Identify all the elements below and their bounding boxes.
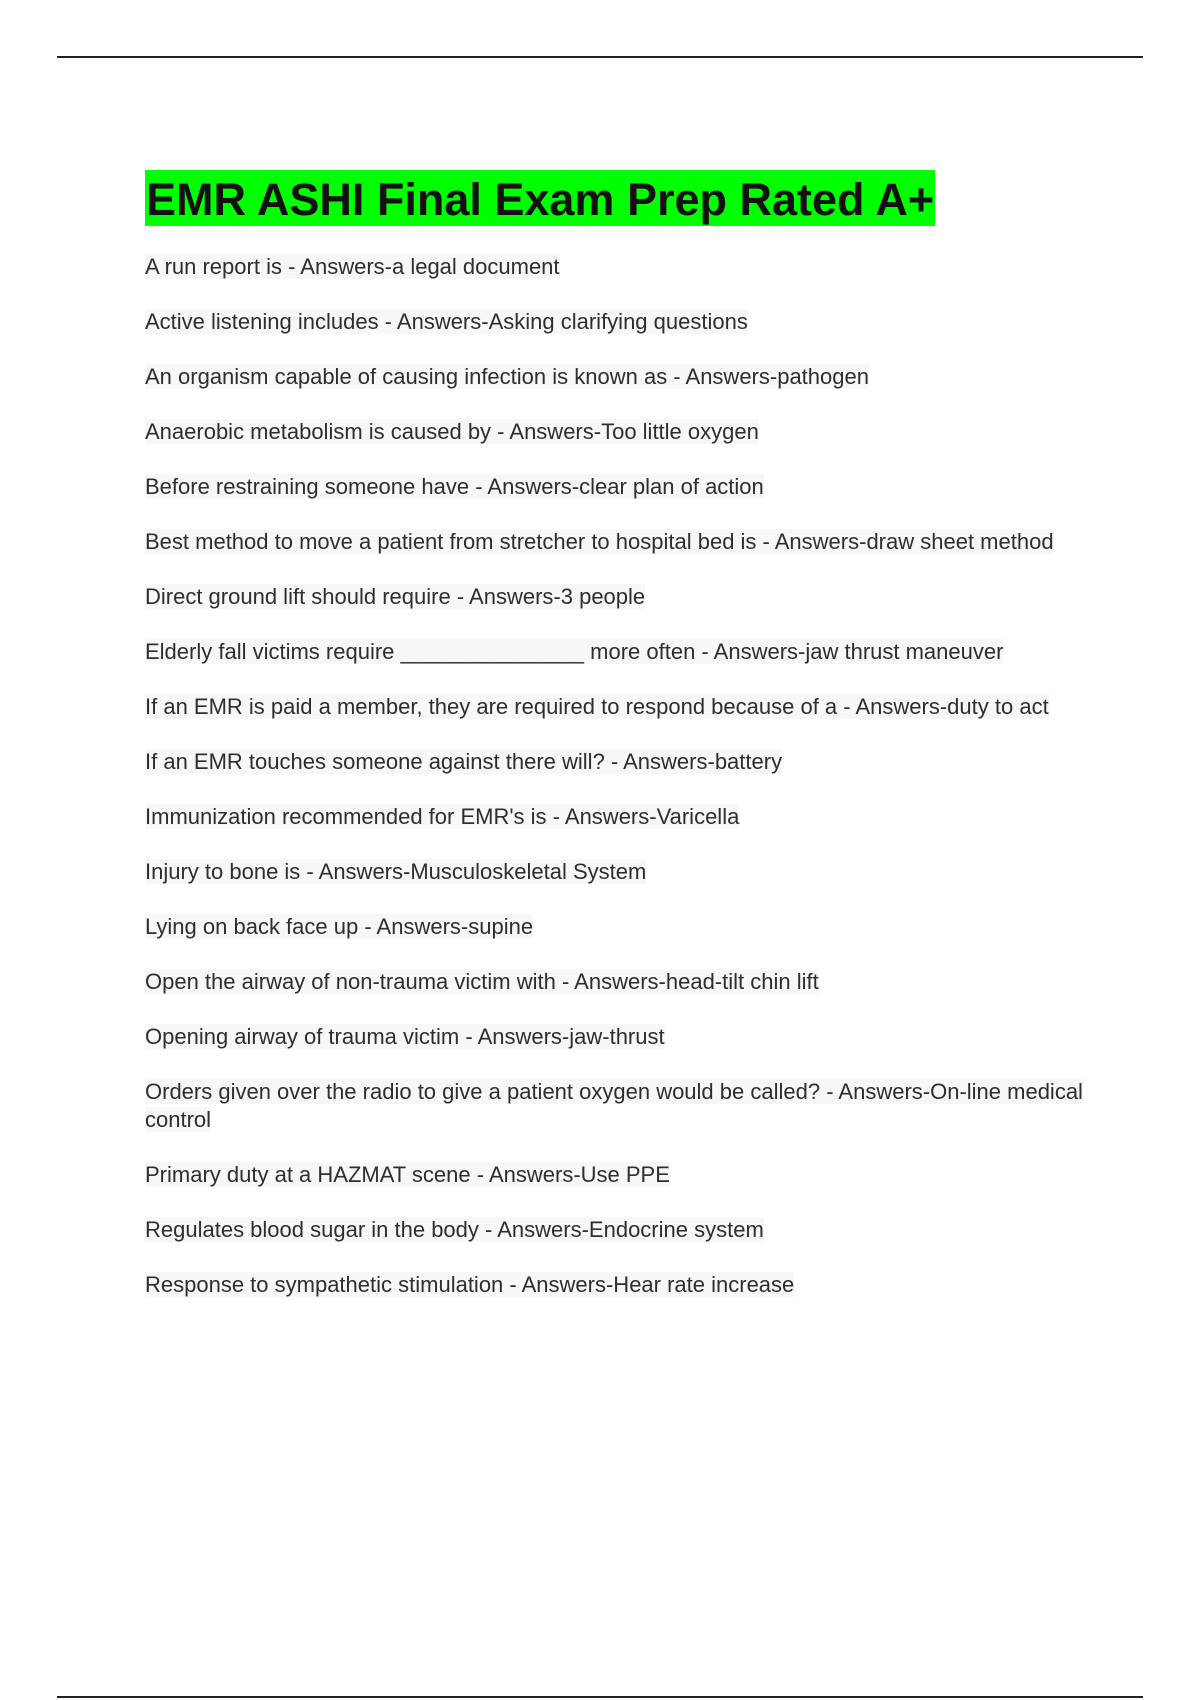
qa-item: Orders given over the radio to give a patient oxygen would be called? - Answers-On-line medical control bbox=[145, 1079, 1083, 1132]
qa-item: Primary duty at a HAZMAT scene - Answers-Use PPE bbox=[145, 1162, 670, 1187]
qa-item: If an EMR is paid a member, they are required to respond because of a - Answers-duty to act bbox=[145, 694, 1049, 719]
qa-item: A run report is - Answers-a legal document bbox=[145, 254, 560, 279]
qa-item: Lying on back face up - Answers-supine bbox=[145, 914, 534, 939]
qa-item: Elderly fall victims require _______________ more often - Answers-jaw thrust maneuver bbox=[145, 639, 1004, 664]
qa-item: Injury to bone is - Answers-Musculoskeletal System bbox=[145, 859, 647, 884]
footer-rule bbox=[57, 1696, 1143, 1698]
document-body bbox=[145, 170, 1085, 1326]
header-rule bbox=[57, 56, 1143, 58]
qa-item: Regulates blood sugar in the body - Answers-Endocrine system bbox=[145, 1217, 764, 1242]
qa-item: Before restraining someone have - Answers-clear plan of action bbox=[145, 474, 764, 499]
qa-item: Open the airway of non-trauma victim with - Answers-head-tilt chin lift bbox=[145, 969, 819, 994]
document-title: EMR ASHI Final Exam Prep Rated A+ bbox=[145, 170, 935, 226]
qa-item: Best method to move a patient from stretcher to hospital bed is - Answers-draw sheet method bbox=[145, 529, 1054, 554]
qa-item: Immunization recommended for EMR's is - Answers-Varicella bbox=[145, 804, 740, 829]
qa-item: Opening airway of trauma victim - Answers-jaw-thrust bbox=[145, 1024, 665, 1049]
qa-item: An organism capable of causing infection is known as - Answers-pathogen bbox=[145, 364, 869, 389]
qa-item: Direct ground lift should require - Answers-3 people bbox=[145, 584, 646, 609]
qa-item: Anaerobic metabolism is caused by - Answers-Too little oxygen bbox=[145, 419, 759, 444]
qa-item: If an EMR touches someone against there will? - Answers-battery bbox=[145, 749, 783, 774]
qa-item: Active listening includes - Answers-Asking clarifying questions bbox=[145, 309, 748, 334]
qa-item: Response to sympathetic stimulation - Answers-Hear rate increase bbox=[145, 1272, 795, 1297]
